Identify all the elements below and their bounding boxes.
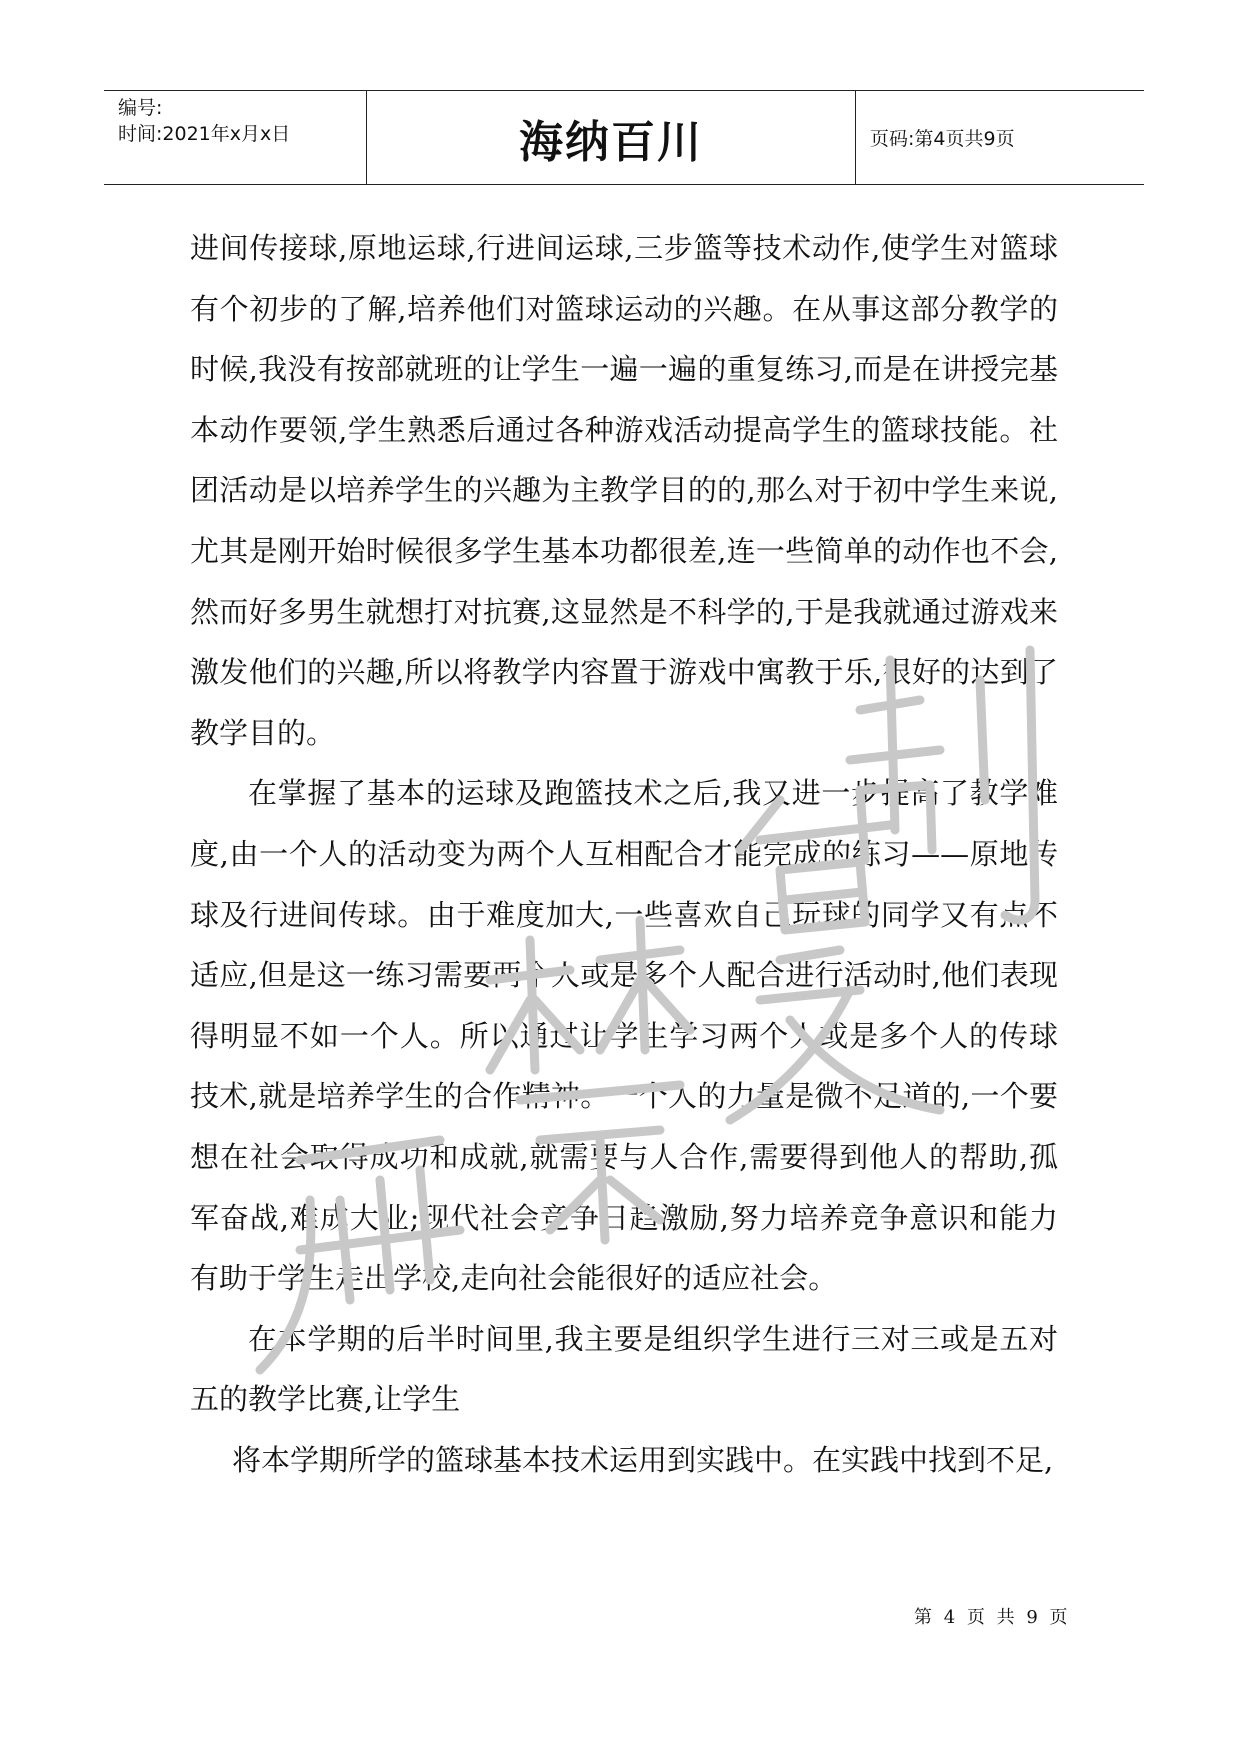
body-paragraph-4: 将本学期所学的篮球基本技术运用到实践中。在实践中找到不足, <box>232 1442 1054 1477</box>
body-paragraph-2: 在掌握了基本的运球及跑篮技术之后,我又进一步提高了教学难度,由一个人的活动变为两个人互相配合才能完成的练习——原地传球及行进间传球。由于难度加大,一些喜欢自己玩球的同学又有点不适应,但是这一练习需要两个人或是多个人配合进行活动时,他们表现得明显不如一个人。所以通过让学生学习两个人或是多个人的传球技术,就是培养学生的合作精神。一个人的力量是微不足道的,一个要想在社会取得成功和成就,就需要与人合作,需要得到他人的帮助,孤军奋战,难成大业;现代社会竞争日趋激励,努力培养竞争意识和能力有助于学生走出学校,走向社会能很好的适应社会。 <box>190 776 1058 1296</box>
page-footer: 第 4 页 共 9 页 <box>914 1607 1071 1628</box>
header-meta-cell <box>104 91 367 184</box>
header-page-label: 页码:第4页共9页 <box>870 128 1015 150</box>
document-body <box>190 218 1058 1490</box>
document-header <box>104 90 1144 185</box>
body-paragraph-3: 在本学期的后半时间里,我主要是组织学生进行三对三或是五对五的教学比赛,让学生 <box>190 1321 1058 1417</box>
header-number-label: 编号: <box>118 97 163 119</box>
body-paragraph-1: 进间传接球,原地运球,行进间运球,三步篮等技术动作,使学生对篮球有个初步的了解,培养他们对篮球运动的兴趣。在从事这部分教学的时候,我没有按部就班的让学生一遍一遍的重复练习,而是在讲授完基本动作要领,学生熟悉后通过各种游戏活动提高学生的篮球技能。社团活动是以培养学生的兴趣为主教学目的的,那么对于初中学生来说,尤其是刚开始时候很多学生基本功都很差,连一些简单的动作也不会,然而好多男生就想打对抗赛,这显然是不科学的,于是我就通过游戏来激发他们的兴趣,所以将教学内容置于游戏中寓教于乐,很好的达到了教学目的。 <box>190 231 1058 750</box>
header-time-label: 时间:2021年x月x日 <box>118 123 291 145</box>
header-title: 海纳百川 <box>367 91 856 184</box>
